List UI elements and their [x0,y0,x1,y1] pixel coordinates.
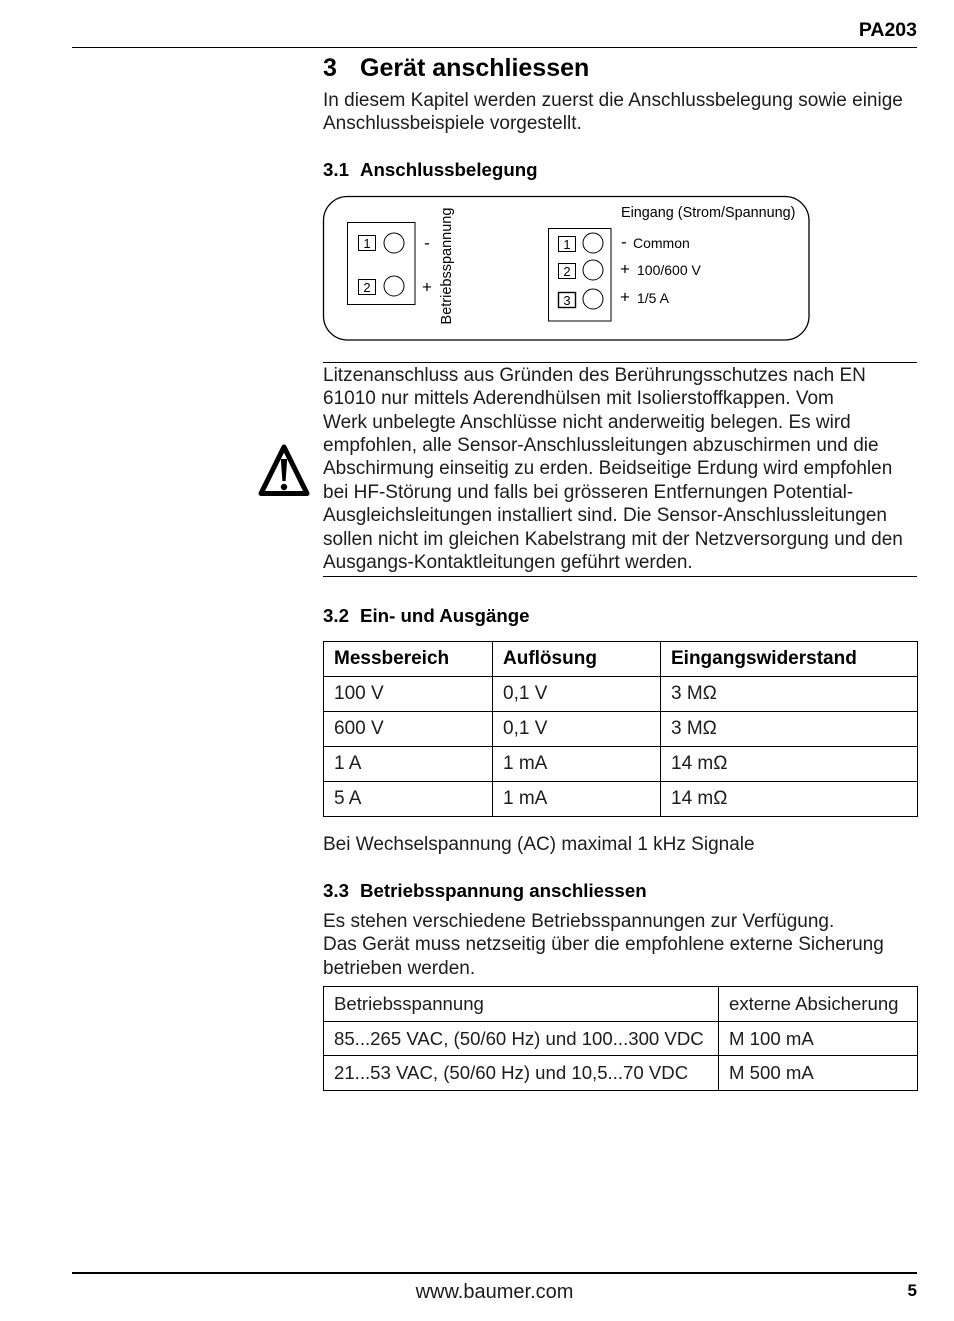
text-line: Ausgangs-Kontaktleitungen geführt werden. [323,551,693,573]
section-number: 3.3 [323,880,349,902]
section-number: 3.2 [323,605,349,627]
table-row [324,1021,918,1056]
supply-terminal-1-number: 1 [363,236,371,251]
warning-triangle-icon [258,443,310,497]
header-rule [72,47,917,48]
text-line: In diesem Kapitel werden zuerst die Anschlussbelegung sowie einige [323,89,903,111]
table-header-row [324,987,918,1022]
input-terminal-3-screw [583,289,603,309]
text-line: sollen nicht im gleichen Kabelstrang mit der Netzversorgung und den [323,528,903,550]
text-line: empfohlen, alle Sensor-Anschlussleitungen abzuschirmen und die [323,434,879,456]
section-number: 3.1 [323,159,349,181]
table-cell: 0,1 V [493,677,661,712]
table-row [324,712,918,747]
input-terminal-3-name: 1/5 A [637,290,669,306]
text-line: Abschirmung einseitig zu erden. Beidseitige Erdung wird empfohlen [323,458,893,480]
warning-text [323,364,903,575]
page-number: 5 [907,1281,917,1300]
text-line: Anschlussbeispiele vorgestellt. [323,112,582,134]
supply-label: Betriebsspannung [439,207,455,325]
text-line: 61010 nur mittels Aderendhülsen mit Isolierstoffkappen. Vom [323,388,834,410]
table-header-row [324,642,918,677]
text-line: Es stehen verschiedene Betriebsspannungen zur Verfügung. [323,910,835,932]
warning-exclamation-bar [281,459,287,481]
table-cell: 21...53 VAC, (50/60 Hz) und 10,5...70 VDC [324,1056,719,1091]
supply-terminal-1-screw [384,233,404,253]
table-cell: 1 mA [493,747,661,782]
table-row [324,677,918,712]
table-cell: 3 MΩ [661,712,918,747]
input-terminal-3-number: 3 [563,293,571,308]
text-line: Werk unbelegte Anschlüsse nicht anderweitig belegen. Es wird [323,411,851,433]
table-cell: 600 V [324,712,493,747]
input-terminal-1-name: Common [633,235,690,251]
section-title: Anschlussbelegung [360,159,538,181]
supply-terminal-2-screw [384,276,404,296]
supply-terminal-2-sign: + [422,277,432,297]
connection-diagram [318,190,818,346]
chapter-title: Gerät anschliessen [360,54,590,82]
table-cell: 14 mΩ [661,782,918,817]
supply-terminal-2-number: 2 [363,280,371,295]
supply-terminal-1-sign: - [424,233,430,253]
table-row [324,782,918,817]
table-header-cell: Messbereich [324,642,493,677]
table-header-cell: Eingangswiderstand [661,642,918,677]
input-terminal-1-screw [583,233,603,253]
table-cell: 5 A [324,782,493,817]
input-terminal-2-name: 100/600 V [637,262,701,278]
table-row [324,1056,918,1091]
input-label: Eingang (Strom/Spannung) [621,205,796,221]
table-cell: 0,1 V [493,712,661,747]
table-header-cell: Auflösung [493,642,661,677]
chapter-number: 3 [323,54,337,82]
table-cell: M 100 mA [719,1021,918,1056]
section-title: Ein- und Ausgänge [360,605,530,627]
table-cell: 100 V [324,677,493,712]
input-terminal-2-screw [583,260,603,280]
text-line: Das Gerät muss netzseitig über die empfohlene externe Sicherung [323,934,884,956]
table-header-cell: externe Absicherung [719,987,918,1022]
input-terminal-1-sign: - [621,232,627,252]
chapter-intro [323,89,903,136]
warning-exclamation-dot [281,484,287,490]
text-line: betrieben werden. [323,957,476,979]
section-title: Betriebsspannung anschliessen [360,880,647,902]
table-header-cell: Betriebsspannung [324,987,719,1022]
footer-rule [72,1272,917,1274]
table-cell: 3 MΩ [661,677,918,712]
input-terminal-1-number: 1 [563,237,571,252]
input-terminal-block [549,205,796,321]
table-cell: 14 mΩ [661,747,918,782]
ac-note [323,833,755,856]
table-cell: 1 A [324,747,493,782]
io-table [323,641,918,817]
table-cell: 1 mA [493,782,661,817]
input-terminal-2-sign: + [620,259,630,279]
supply-terminal-block [348,208,456,325]
text-line: Ausgleichsleitungen installiert sind. Die Sensor-Anschlussleitungen [323,505,887,527]
table-cell: 85...265 VAC, (50/60 Hz) und 100...300 VDC [324,1021,719,1056]
text-line: Litzenanschluss aus Gründen des Berührungsschutzes nach EN [323,364,866,386]
input-terminal-2-number: 2 [563,264,571,279]
table-cell: M 500 mA [719,1056,918,1091]
supply-terminal-housing [348,223,416,305]
footer-website: www.baumer.com [415,1281,574,1303]
supply-voltage-table [323,986,918,1091]
document-code: PA203 [858,19,917,41]
input-terminal-3-sign: + [620,287,630,307]
warning-bottom-rule [323,576,917,577]
text-line: bei HF-Störung und falls bei grösseren Entfernungen Potential- [323,481,854,503]
text-line: Bei Wechselspannung (AC) maximal 1 kHz Signale [323,833,755,855]
supply-description [323,910,884,980]
table-row [324,747,918,782]
